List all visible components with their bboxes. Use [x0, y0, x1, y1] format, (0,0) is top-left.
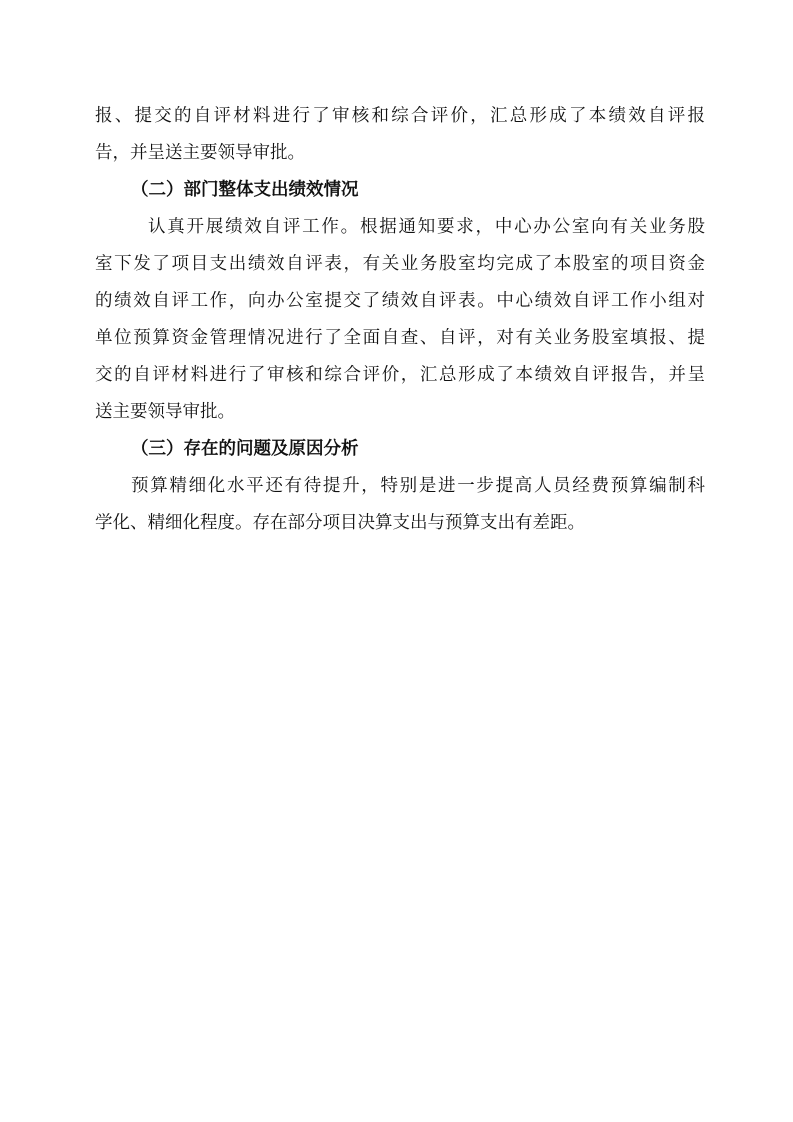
paragraph-line: 学化、精细化程度。存在部分项目决算支出与预算支出有差距。 [95, 513, 585, 533]
section-heading: （三）存在的问题及原因分析 [131, 439, 359, 459]
paragraph-line: 室下发了项目支出绩效自评表，有关业务股室均完成了本股室的项目资金 [95, 254, 705, 274]
paragraph-line: 认真开展绩效自评工作。根据通知要求，中心办公室向有关业务股 [148, 217, 705, 237]
paragraph-line: 单位预算资金管理情况进行了全面自查、自评，对有关业务股室填报、提 [95, 328, 705, 348]
section-heading: （二）部门整体支出绩效情况 [131, 180, 359, 200]
paragraph-line: 告，并呈送主要领导审批。 [95, 143, 305, 163]
paragraph-line: 预算精细化水平还有待提升，特别是进一步提高人员经费预算编制科 [131, 476, 705, 496]
paragraph-line: 交的自评材料进行了审核和综合评价，汇总形成了本绩效自评报告，并呈 [95, 365, 705, 385]
paragraph-line: 的绩效自评工作，向办公室提交了绩效自评表。中心绩效自评工作小组对 [95, 291, 705, 311]
paragraph-line: 报、提交的自评材料进行了审核和综合评价，汇总形成了本绩效自评报 [95, 106, 705, 126]
paragraph-line: 送主要领导审批。 [95, 402, 235, 422]
